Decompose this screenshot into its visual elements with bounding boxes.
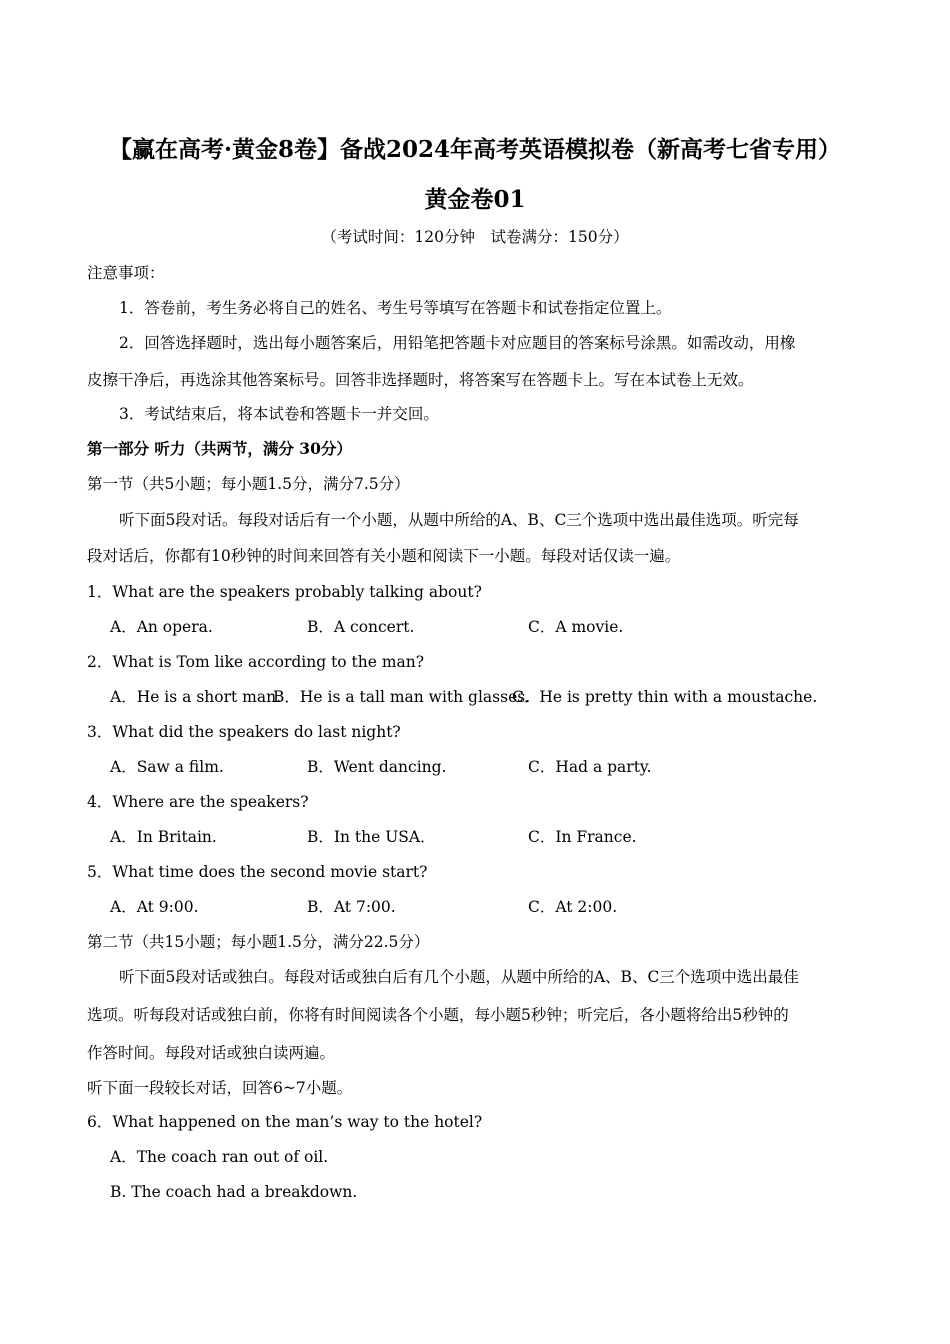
question-1-option-b: B．A concert. (307, 618, 415, 636)
notice-heading: 注意事项： (87, 264, 165, 282)
exam-title: 【赢在高考·黄金8卷】备战2024年高考英语模拟卷（新高考七省专用） (108, 136, 842, 163)
notice-item-2-line-2: 皮擦干净后，再选涂其他答案标号。回答非选择题时，将答案写在答题卡上。写在本试卷上无效。 (87, 371, 754, 389)
section2-instructions-line-3: 作答时间。每段对话或独白读两遍。 (87, 1044, 336, 1062)
question-1-option-c: C．A movie. (528, 618, 624, 636)
section2-instructions-line-1: 听下面5段对话或独白。每段对话或独白后有几个小题，从题中所给的A、B、C三个选项中选出最佳 (119, 968, 799, 986)
notice-item-2-line-1: 2．回答选择题时，选出每小题答案后，用铅笔把答题卡对应题目的答案标号涂黑。如需改动，用橡 (119, 334, 796, 352)
question-6-option-b: B. The coach had a breakdown. (110, 1183, 358, 1201)
question-5-option-b: B．At 7:00. (307, 898, 396, 916)
question-3-option-c: C．Had a party. (528, 758, 652, 776)
question-3-option-b: B．Went dancing. (307, 758, 447, 776)
question-1: 1．What are the speakers probably talking about? (87, 583, 482, 601)
question-3: 3．What did the speakers do last night? (87, 723, 401, 741)
notice-item-1: 1．答卷前，考生务必将自己的姓名、考生号等填写在答题卡和试卷指定位置上。 (119, 299, 672, 317)
question-4-option-a: A．In Britain. (110, 828, 217, 846)
question-5-option-c: C．At 2:00. (528, 898, 618, 916)
question-4-option-b: B．In the USA． (307, 828, 436, 846)
question-3-option-a: A．Saw a film. (110, 758, 224, 776)
notice-item-3: 3．考试结束后，将本试卷和答题卡一并交回。 (119, 405, 439, 423)
section1-instructions-line-1: 听下面5段对话。每段对话后有一个小题，从题中所给的A、B、C三个选项中选出最佳选项。听完每 (119, 511, 799, 529)
question-1-option-a: A．An opera. (110, 618, 213, 636)
question-2-option-c: C．He is pretty thin with a moustache. (512, 688, 818, 706)
question-6: 6．What happened on the man’s way to the hotel? (87, 1113, 483, 1131)
section2-instructions-line-2: 选项。听每段对话或独白前，你将有时间阅读各个小题，每小题5秒钟；听完后，各小题将给出5秒钟的 (87, 1006, 789, 1024)
question-2-option-b: B．He is a tall man with glasses. (273, 688, 531, 706)
question-2: 2．What is Tom like according to the man? (87, 653, 425, 671)
part1-heading: 第一部分 听力（共两节，满分 30分） (87, 439, 352, 458)
section1-heading: 第一节（共5小题；每小题1.5分，满分7.5分） (87, 475, 410, 493)
question-2-option-a: A．He is a short man. (110, 688, 281, 706)
section2-heading: 第二节（共15小题；每小题1.5分，满分22.5分） (87, 933, 430, 951)
question-4-option-c: C．In France. (528, 828, 637, 846)
question-6-option-a: A．The coach ran out of oil. (110, 1148, 329, 1166)
question-4: 4．Where are the speakers? (87, 793, 309, 811)
question-5: 5．What time does the second movie start? (87, 863, 428, 881)
question-5-option-a: A．At 9:00. (110, 898, 199, 916)
section2-group-note: 听下面一段较长对话，回答6~7小题。 (87, 1079, 353, 1097)
exam-subtitle: 黄金卷01 (424, 186, 526, 213)
section1-instructions-line-2: 段对话后，你都有10秒钟的时间来回答有关小题和阅读下一小题。每段对话仅读一遍。 (87, 547, 681, 565)
exam-info: （考试时间：120分钟 试卷满分：150分） (321, 228, 629, 246)
